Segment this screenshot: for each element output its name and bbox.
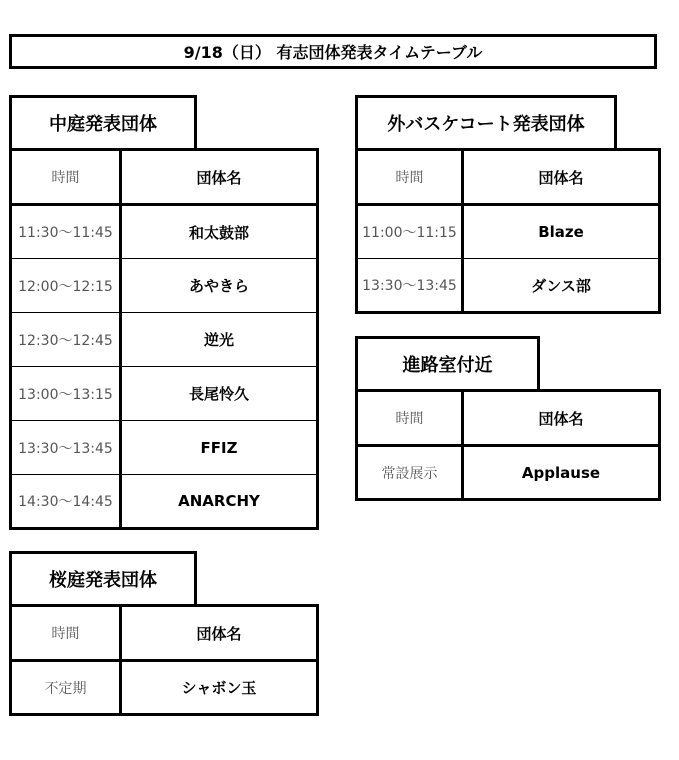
group-column-header: 団体名 (463, 150, 660, 205)
group-column-header: 団体名 (121, 150, 318, 205)
group-cell: シャボン玉 (121, 661, 318, 715)
time-cell: 13:00～13:15 (11, 367, 121, 421)
time-column-header: 時間 (11, 150, 121, 205)
table-row (357, 446, 660, 500)
time-cell: 11:00～11:15 (357, 205, 463, 259)
table-row (11, 313, 318, 367)
schedule-table-nakaniwa (9, 148, 319, 530)
section-header-sakura: 桜庭発表団体 (9, 551, 197, 607)
time-cell: 14:30～14:45 (11, 475, 121, 529)
time-column-header: 時間 (357, 150, 463, 205)
table-row (357, 205, 660, 259)
group-cell: Blaze (463, 205, 660, 259)
time-column-header: 時間 (11, 606, 121, 661)
group-cell: 和太鼓部 (121, 205, 318, 259)
group-cell: ダンス部 (463, 259, 660, 313)
table-header-row (11, 150, 318, 205)
table-row (11, 421, 318, 475)
table-row (11, 661, 318, 715)
time-cell: 不定期 (11, 661, 121, 715)
group-cell: ANARCHY (121, 475, 318, 529)
group-column-header: 団体名 (463, 391, 660, 446)
schedule-table-shinro (355, 389, 661, 501)
time-column-header: 時間 (357, 391, 463, 446)
section-header-basket: 外バスケコート発表団体 (355, 95, 617, 151)
section-header-shinro: 進路室付近 (355, 336, 540, 392)
time-cell: 13:30～13:45 (357, 259, 463, 313)
time-cell: 13:30～13:45 (11, 421, 121, 475)
group-cell: Applause (463, 446, 660, 500)
table-row (11, 475, 318, 529)
time-cell: 11:30～11:45 (11, 205, 121, 259)
table-header-row (357, 150, 660, 205)
group-column-header: 団体名 (121, 606, 318, 661)
group-cell: 逆光 (121, 313, 318, 367)
group-cell: 長尾怜久 (121, 367, 318, 421)
table-row (11, 259, 318, 313)
schedule-table-basket (355, 148, 661, 314)
group-cell: あやきら (121, 259, 318, 313)
section-header-nakaniwa: 中庭発表団体 (9, 95, 197, 151)
time-cell: 12:30～12:45 (11, 313, 121, 367)
group-cell: FFIZ (121, 421, 318, 475)
schedule-table-sakura (9, 604, 319, 716)
time-cell: 12:00～12:15 (11, 259, 121, 313)
table-header-row (357, 391, 660, 446)
table-row (357, 259, 660, 313)
table-row (11, 205, 318, 259)
table-header-row (11, 606, 318, 661)
page-title: 9/18（日） 有志団体発表タイムテーブル (9, 34, 657, 69)
time-cell: 常設展示 (357, 446, 463, 500)
table-row (11, 367, 318, 421)
